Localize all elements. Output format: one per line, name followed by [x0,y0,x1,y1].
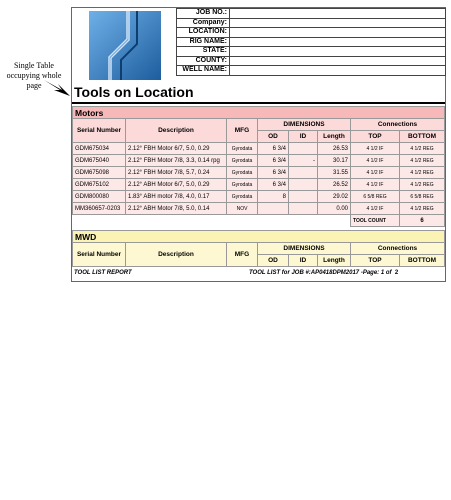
col-connections: Connections [351,243,445,255]
header-label: STATE: [177,47,230,57]
section-title-motors: Motors [73,107,445,119]
header-value [230,28,446,38]
table-row [73,167,445,179]
cell-length: 31.55 [318,167,351,179]
header-value [230,9,446,19]
cell-serial: GDM675034 [73,143,126,155]
header-value [230,66,446,76]
header-value [230,37,446,47]
cell-bottom: 4 1/2 REG [400,179,445,191]
col-top: TOP [351,255,400,267]
col-od: OD [258,255,289,267]
header-value [230,56,446,66]
cell-mfg: Gyrodata [227,191,258,203]
cell-od: 6 3/4 [258,167,289,179]
table-row [73,143,445,155]
cell-length: 30.17 [318,155,351,167]
cell-serial: GDM675098 [73,167,126,179]
cell-id [289,179,318,191]
header-label: LOCATION: [177,28,230,38]
cell-mfg: Gyrodata [227,167,258,179]
cell-od: 6 3/4 [258,143,289,155]
footer-page-info: TOOL LIST for JOB #:AP0418DPM2017 -Page: 1 of 2 [249,270,399,276]
header-label: WELL NAME: [177,66,230,76]
cell-id [289,167,318,179]
cell-description: 2.12° ABH Motor 6/7, 5.0, 0.29 [126,179,227,191]
cell-serial: GDM675040 [73,155,126,167]
cell-mfg: Gyrodata [227,179,258,191]
col-serial: Serial Number [73,243,126,267]
job-header-table [176,8,446,76]
cell-top: 4 1/2 IF [351,155,400,167]
header-label: JOB NO.: [177,9,230,19]
title-divider [72,102,445,104]
cell-description: 2.12° FBH Motor 7/8, 3.3, 0.14 rpg [126,155,227,167]
header-label: Company: [177,18,230,28]
cell-top: 4 1/2 IF [351,143,400,155]
col-connections: Connections [351,119,445,131]
footer-report-label: TOOL LIST REPORT [74,270,132,276]
cell-description: 2.12° FBH Motor 6/7, 5.0, 0.29 [126,143,227,155]
col-id: ID [289,131,318,143]
col-length: Length [318,255,351,267]
cell-id [289,203,318,215]
header-value [230,18,446,28]
pointer-arrow-icon [44,78,70,98]
annotation-text: Single Table occupying whole page [6,61,62,90]
cell-mfg: NOV [227,203,258,215]
cell-top: 6 5/8 REG [351,191,400,203]
header-row [177,9,446,19]
cell-length: 0.00 [318,203,351,215]
cell-description: 1.83° ABH motor 7/8, 4.0, 0.17 [126,191,227,203]
col-bottom: BOTTOM [400,131,445,143]
tool-count-label: TOOL COUNT [351,215,400,227]
col-od: OD [258,131,289,143]
cell-od [258,203,289,215]
cell-top: 4 1/2 IF [351,167,400,179]
mwd-table [72,230,445,267]
col-description: Description [126,243,227,267]
header-value [230,47,446,57]
col-bottom: BOTTOM [400,255,445,267]
cell-description: 2.12° FBH Motor 7/8, 5.7, 0.24 [126,167,227,179]
col-serial: Serial Number [73,119,126,143]
cell-top: 4 1/2 IF [351,179,400,191]
cell-serial: GDM675102 [73,179,126,191]
cell-id [289,191,318,203]
header-row [177,66,446,76]
cell-id [289,143,318,155]
footer-page-total: 2 [394,270,399,276]
col-id: ID [289,255,318,267]
col-dimensions: DIMENSIONS [258,243,351,255]
table-row [73,155,445,167]
tool-count-value: 6 [400,215,445,227]
cell-bottom: 6 5/8 REG [400,191,445,203]
col-top: TOP [351,131,400,143]
cell-top: 4 1/2 IF [351,203,400,215]
page-footer [74,270,445,276]
cell-serial: MM360657-0203 [73,203,126,215]
cell-bottom: 4 1/2 REG [400,167,445,179]
cell-description: 2.12° ABH Motor 7/8, 5.0, 0.14 [126,203,227,215]
cell-serial: GDM800080 [73,191,126,203]
cell-bottom: 4 1/2 REG [400,143,445,155]
cell-bottom: 4 1/2 REG [400,155,445,167]
table-row [73,203,445,215]
col-mfg: MFG [227,119,258,143]
col-mfg: MFG [227,243,258,267]
header-row [177,56,446,66]
table-row [73,191,445,203]
header-label: RIG NAME: [177,37,230,47]
cell-od: 8 [258,191,289,203]
page-title: Tools on Location [74,84,194,100]
cell-mfg: Gyrodata [227,155,258,167]
motors-table [72,106,445,227]
section-title-mwd: MWD [73,231,445,243]
header-label: COUNTY: [177,56,230,66]
col-dimensions: DIMENSIONS [258,119,351,131]
cell-mfg: Gyrodata [227,143,258,155]
header-row [177,47,446,57]
cell-bottom: 4 1/2 REG [400,203,445,215]
col-description: Description [126,119,227,143]
cell-length: 29.02 [318,191,351,203]
table-row [73,179,445,191]
tool-list-page [71,7,446,282]
cell-length: 26.53 [318,143,351,155]
company-logo [89,11,161,80]
header-row [177,18,446,28]
header-row [177,37,446,47]
cell-od: 6 3/4 [258,179,289,191]
cell-od: 6 3/4 [258,155,289,167]
header-row [177,28,446,38]
cell-length: 26.52 [318,179,351,191]
cell-id: - [289,155,318,167]
col-length: Length [318,131,351,143]
